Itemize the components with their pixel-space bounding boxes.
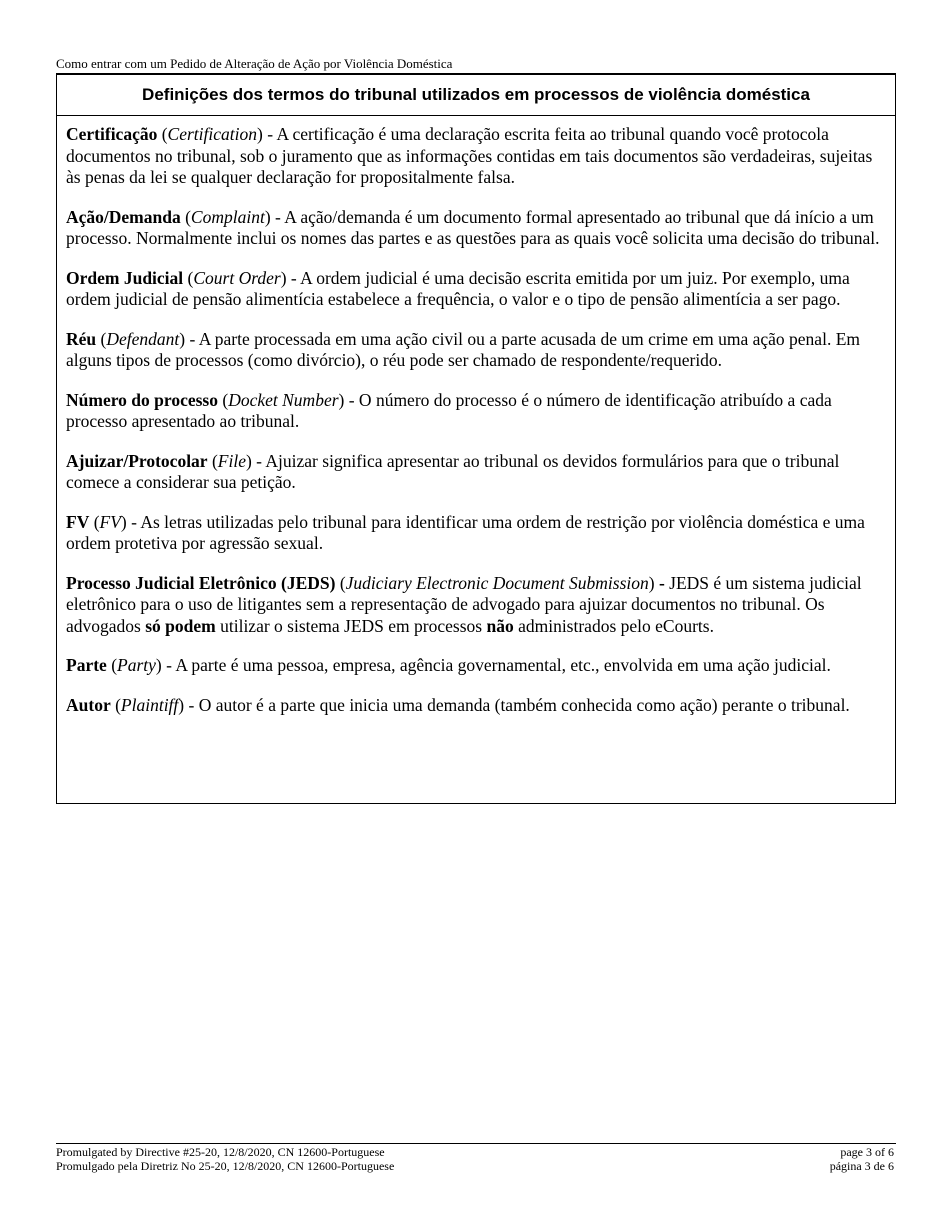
term-english: Party (117, 655, 156, 675)
page-number-english: page 3 of 6 (840, 1145, 894, 1159)
term-name: Ação/Demanda (66, 206, 181, 227)
term-emphasis: só podem (145, 615, 216, 636)
definitions-list (57, 116, 895, 716)
footer-promulgation (56, 1145, 394, 1173)
term-definition: - O número do processo é o número de identificação atribuído a cada processo apresentado ao tribunal. (66, 389, 832, 431)
term-english: Plaintiff (120, 694, 179, 715)
term-fv: FV (FV) - As letras utilizadas pelo tribunal para identificar uma ordem de restrição por violência doméstica e uma ordem protetiva por agressão sexual. (66, 511, 865, 553)
term-court-order: Ordem Judicial (Court Order) - A ordem judicial é uma decisão escrita emitida por um juiz. Por exemplo, uma ordem judicial de pensão alimentícia estabelece a frequência, o valor e o tipo de pensão alimentícia a ser pago. (66, 267, 850, 309)
term-english: File (217, 450, 246, 471)
term-definition: - Ajuizar significa apresentar ao tribunal os devidos formulários para que o tribunal comece a considerar sua petição. (66, 450, 840, 492)
term-name: FV (66, 511, 90, 532)
term-definition-part2: utilizar o sistema JEDS em processos (215, 615, 487, 636)
term-separator: - (654, 572, 670, 593)
term-jeds: Processo Judicial Eletrônico (JEDS) (Judiciary Electronic Document Submission) - JEDS é um sistema judicial eletrônico para o uso de litigantes sem a representação de advogado para ajuizar documentos no tribunal. Os advogados só podem utilizar o sistema JEDS em processos não administrados pelo eCourts. (66, 572, 862, 636)
term-english: Certification (167, 124, 257, 144)
running-header: Como entrar com um Pedido de Alteração de Ação por Violência Doméstica (56, 56, 453, 71)
term-english: Court Order (193, 267, 281, 288)
term-definition-part3: administrados pelo eCourts. (513, 615, 714, 636)
term-certification: Certificação (Certification) - A certificação é uma declaração escrita feita ao tribunal quando você protocola documentos no tribunal, sob o juramento que as informações contidas em tais documentos são verdadeiras, sujeitas às penas da lei se qualquer declaração for propositalmente falsa. (66, 124, 873, 187)
term-definition: - A ordem judicial é uma decisão escrita emitida por um juiz. Por exemplo, uma ordem judicial de pensão alimentícia estabelece a frequência, o valor e o tipo de pensão alimentícia a ser pago. (66, 267, 850, 309)
term-party: Parte (Party) - A parte é uma pessoa, empresa, agência governamental, etc., envolvida em uma ação judicial. (66, 655, 831, 675)
term-english: Docket Number (228, 389, 339, 410)
term-english: Judiciary Electronic Document Submission (345, 572, 649, 593)
term-english: FV (99, 511, 121, 532)
footer-promulgation-portuguese: Promulgado pela Diretriz No 25-20, 12/8/2020, CN 12600-Portuguese (56, 1159, 395, 1173)
term-definition: - A parte é uma pessoa, empresa, agência governamental, etc., envolvida em uma ação judicial. (161, 655, 831, 675)
term-english: Complaint (190, 206, 265, 227)
term-definition: - A parte processada em uma ação civil ou a parte acusada de um crime em uma ação penal. Em alguns tipos de processos (como divórcio), o réu pode ser chamado de respondente/requerido. (66, 328, 860, 370)
term-file: Ajuizar/Protocolar (File) - Ajuizar significa apresentar ao tribunal os devidos formulários para que o tribunal comece a considerar sua petição. (66, 450, 840, 492)
term-name: Ordem Judicial (66, 267, 184, 288)
box-title: Definições dos termos do tribunal utilizados em processos de violência doméstica (57, 75, 895, 116)
term-docket-number: Número do processo (Docket Number) - O número do processo é o número de identificação atribuído a cada processo apresentado ao tribunal. (66, 389, 832, 431)
term-definition: - O autor é a parte que inicia uma demanda (também conhecida como ação) perante o tribunal. (184, 694, 850, 715)
term-name: Ajuizar/Protocolar (66, 450, 208, 471)
footer-page-number (830, 1145, 894, 1173)
term-definition: - A certificação é uma declaração escrita feita ao tribunal quando você protocola documentos no tribunal, sob o juramento que as informações contidas em tais documentos são verdadeiras, sujeitas às penas da lei se qualquer declaração for propositalmente falsa. (66, 124, 873, 187)
page-number-portuguese: página 3 de 6 (829, 1159, 894, 1173)
footer-rule (56, 1143, 896, 1144)
term-name: Autor (66, 694, 111, 715)
term-definition-part1: JEDS é um sistema judicial eletrônico para o uso de litigantes sem a representação de advogado para ajuizar documentos no tribunal. Os advogados (66, 572, 862, 636)
term-name: Número do processo (66, 389, 218, 410)
term-name: Processo Judicial Eletrônico (JEDS) (66, 572, 336, 593)
term-name: Réu (66, 328, 97, 349)
term-defendant: Réu (Defendant) - A parte processada em uma ação civil ou a parte acusada de um crime em uma ação penal. Em alguns tipos de processos (como divórcio), o réu pode ser chamado de respondente/requerido. (66, 328, 860, 370)
footer-promulgation-english: Promulgated by Directive #25-20, 12/8/2020, CN 12600-Portuguese (56, 1145, 385, 1159)
term-definition: - A ação/demanda é um documento formal apresentado ao tribunal que dá início a um processo. Normalmente inclui os nomes das partes e as questões para as quais você solicita uma decisão do tribunal. (66, 206, 880, 248)
term-plaintiff: Autor (Plaintiff) - O autor é a parte que inicia uma demanda (também conhecida como ação) perante o tribunal. (66, 694, 850, 715)
term-emphasis: não (486, 615, 514, 636)
term-complaint: Ação/Demanda (Complaint) - A ação/demanda é um documento formal apresentado ao tribunal que dá início a um processo. Normalmente inclui os nomes das partes e as questões para as quais você solicita uma decisão do tribunal. (66, 206, 880, 248)
term-name: Parte (66, 655, 107, 675)
term-english: Defendant (106, 328, 180, 349)
definitions-box (56, 75, 896, 804)
term-definition: - As letras utilizadas pelo tribunal para identificar uma ordem de restrição por violência doméstica e uma ordem protetiva por agressão sexual. (66, 511, 865, 553)
term-name: Certificação (66, 124, 158, 144)
